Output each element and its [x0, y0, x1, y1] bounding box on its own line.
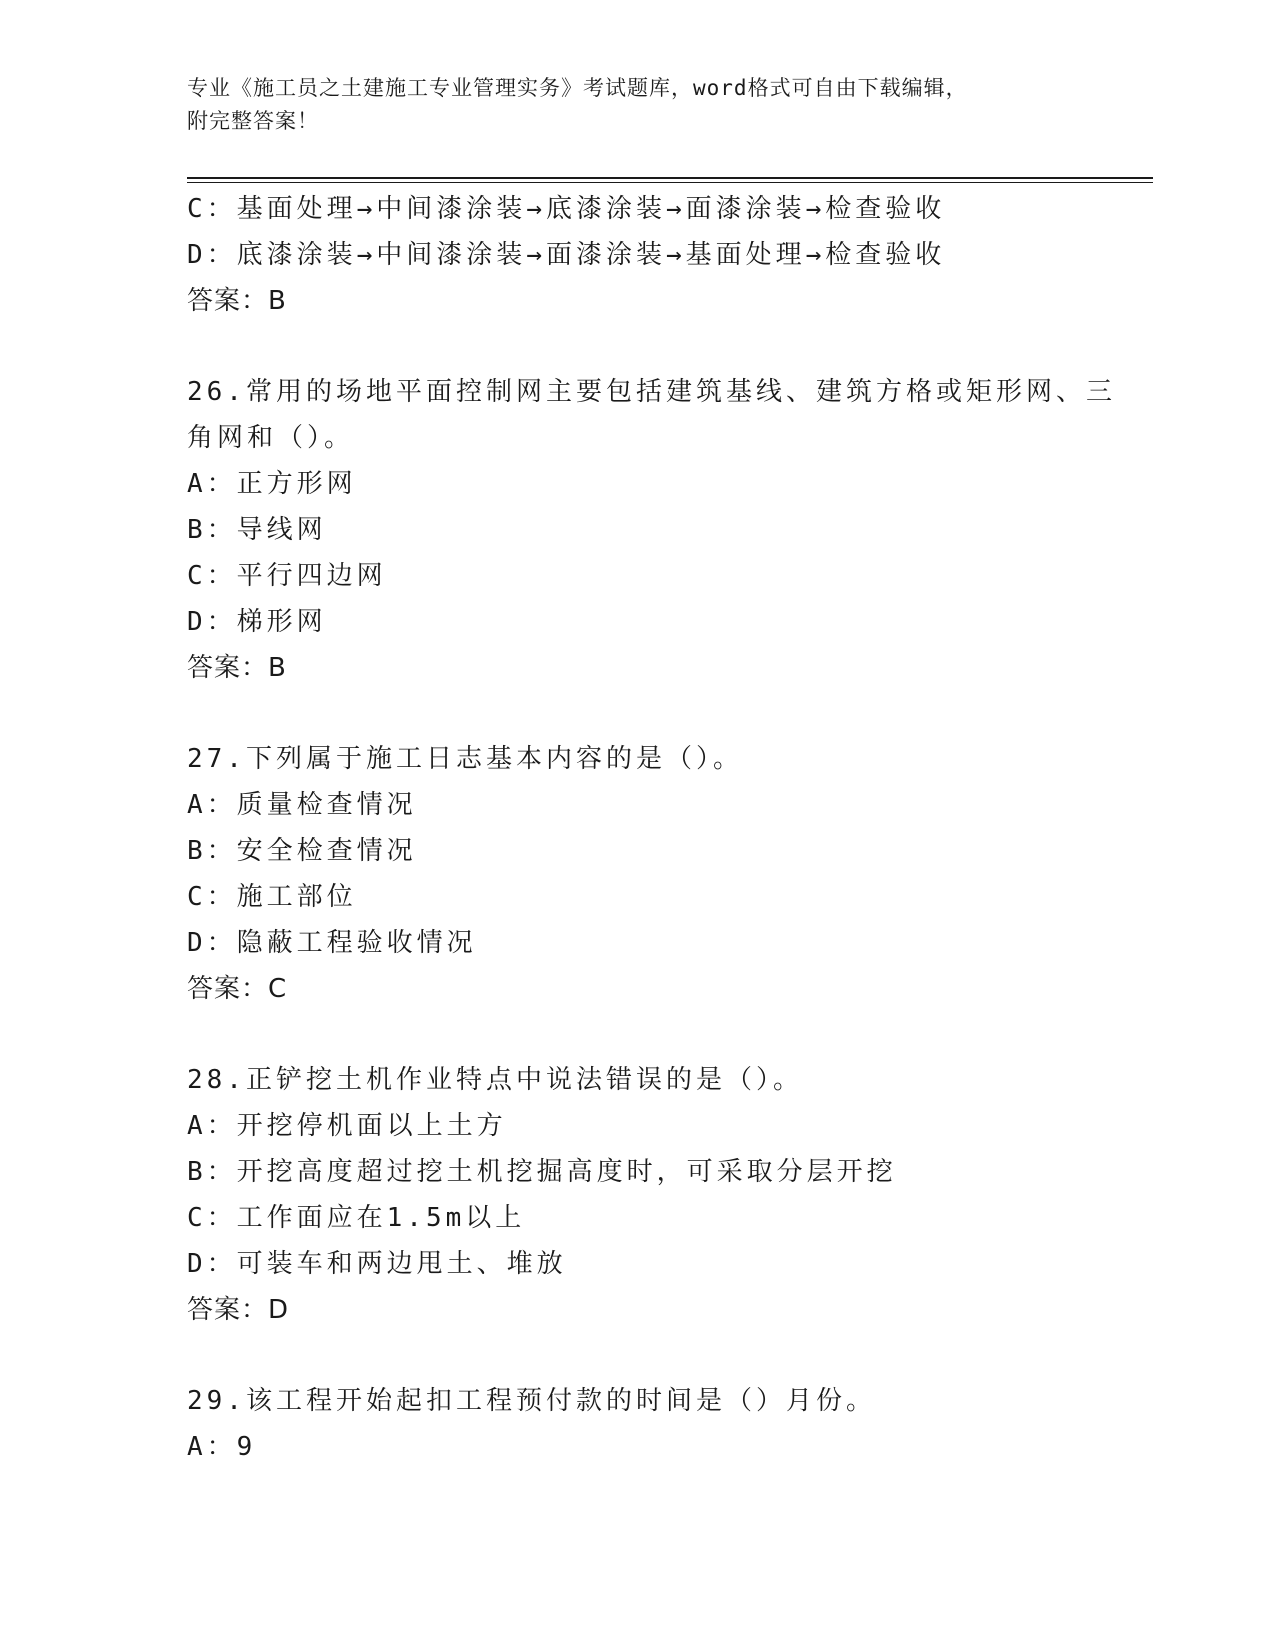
option-b: B：导线网 [187, 515, 327, 545]
question-stem: 29.该工程开始起扣工程预付款的时间是（）月份。 [187, 1386, 876, 1416]
question-stem-continued: 角网和（）。 [187, 423, 355, 453]
answer: 答案：B [187, 653, 287, 683]
option-a: A：开挖停机面以上土方 [187, 1111, 507, 1141]
header-line-2: 附完整答案！ [187, 109, 319, 133]
answer: 答案：B [187, 286, 287, 316]
option-b: B：开挖高度超过挖土机挖掘高度时，可采取分层开挖 [187, 1157, 897, 1187]
option-a: A：质量检查情况 [187, 790, 417, 820]
question-list [187, 186, 1153, 1470]
option-d: D：底漆涂装→中间漆涂装→面漆涂装→基面处理→检查验收 [187, 240, 946, 270]
option-d: D：可装车和两边甩土、堆放 [187, 1249, 567, 1279]
option-b: B：安全检查情况 [187, 836, 417, 866]
option-c: C：工作面应在1.5m以上 [187, 1203, 526, 1233]
option-a: A：正方形网 [187, 469, 357, 499]
spacer [187, 1333, 1153, 1378]
header-line-1: 专业《施工员之土建施工专业管理实务》考试题库，word格式可自由下载编辑， [187, 76, 968, 100]
document-header [187, 72, 1087, 138]
spacer [187, 691, 1153, 736]
option-c: C：施工部位 [187, 882, 357, 912]
option-a: A：9 [187, 1432, 257, 1462]
option-d: D：梯形网 [187, 607, 327, 637]
question-stem: 26.常用的场地平面控制网主要包括建筑基线、建筑方格或矩形网、三 [187, 377, 1116, 407]
question-28 [187, 1057, 1153, 1333]
option-d: D：隐蔽工程验收情况 [187, 928, 477, 958]
question-stem: 27.下列属于施工日志基本内容的是（）。 [187, 744, 743, 774]
question-29 [187, 1378, 1153, 1470]
answer: 答案：C [187, 974, 288, 1004]
question-25 [187, 186, 1153, 324]
header-divider-thick [187, 177, 1153, 179]
option-c: C：平行四边网 [187, 561, 387, 591]
question-26 [187, 369, 1153, 691]
answer: 答案：D [187, 1295, 290, 1325]
spacer [187, 324, 1153, 369]
question-stem: 28.正铲挖土机作业特点中说法错误的是（）。 [187, 1065, 803, 1095]
option-c: C：基面处理→中间漆涂装→底漆涂装→面漆涂装→检查验收 [187, 194, 946, 224]
question-27 [187, 736, 1153, 1012]
header-divider-thin [187, 182, 1153, 183]
spacer [187, 1012, 1153, 1057]
